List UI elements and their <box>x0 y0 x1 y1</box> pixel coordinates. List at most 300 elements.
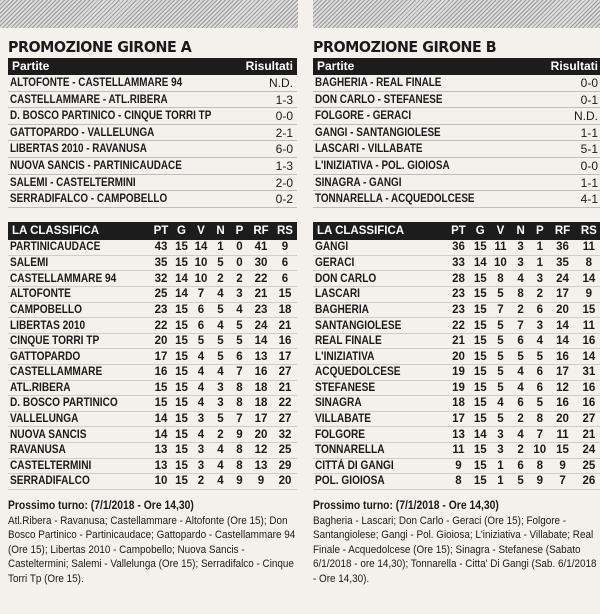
match-row <box>313 125 600 142</box>
match-row <box>313 141 600 158</box>
stat-cell: 11 <box>576 318 600 334</box>
standings-row <box>8 255 297 271</box>
match-teams: DON CARLO - STEFANESE <box>315 93 443 106</box>
stat-cell: 15 <box>172 458 191 474</box>
next-round-title: Prossimo turno: (7/1/2018 - Ore 14,30) <box>313 499 499 512</box>
stat-cell: 15 <box>471 458 490 474</box>
standings-row <box>8 349 297 365</box>
match-teams: TONNARELLA - ACQUEDOLCESE <box>315 193 475 206</box>
standings-table <box>8 222 297 490</box>
match-teams: D. BOSCO PARTINICO - CINQUE TORRI TP <box>10 110 212 123</box>
stat-cell: 20 <box>549 411 575 427</box>
stat-cell: 9 <box>230 427 249 443</box>
stat-cell: 13 <box>446 427 470 443</box>
stat-cell: 4 <box>511 365 530 381</box>
match-teams: LIBERTAS 2010 - RAVANUSA <box>10 143 147 156</box>
match-row <box>8 125 297 142</box>
team-name: STEFANESE <box>315 381 376 394</box>
match-result: N.D. <box>574 109 598 124</box>
team-name: FOLGORE <box>315 428 366 441</box>
stat-cell: 19 <box>446 380 470 396</box>
stat-cell: 15 <box>172 427 191 443</box>
stat-cell: 23 <box>446 287 470 303</box>
stat-cell: 22 <box>446 318 470 334</box>
stat-cell: 27 <box>273 365 297 381</box>
team-name: CAMPOBELLO <box>10 303 82 316</box>
stat-cell: 14 <box>191 240 211 256</box>
team-name: REAL FINALE <box>315 335 382 348</box>
matches-header-right: Risultati <box>245 59 293 73</box>
stat-cell: 8 <box>530 411 549 427</box>
team-name-cell <box>8 474 150 490</box>
stat-cell: 10 <box>191 271 211 287</box>
stat-cell: 14 <box>471 427 490 443</box>
stat-cell: 16 <box>549 396 575 412</box>
standings-title: LA CLASSIFICA <box>8 222 150 240</box>
standings-row <box>313 255 600 271</box>
stat-cell: 35 <box>150 255 172 271</box>
stat-cell: 15 <box>172 411 191 427</box>
stat-cell: 15 <box>471 271 490 287</box>
standings-row <box>313 333 600 349</box>
stat-cell: 3 <box>530 318 549 334</box>
stat-cell: 15 <box>150 380 172 396</box>
stat-cell: 5 <box>211 255 230 271</box>
match-row <box>8 175 297 192</box>
stat-cell: 14 <box>249 333 273 349</box>
stat-cell: 15 <box>471 240 490 256</box>
stat-cell: 8 <box>576 255 600 271</box>
match-teams: BAGHERIA - REAL FINALE <box>315 77 442 89</box>
team-name: GATTOPARDO <box>10 350 81 363</box>
stat-cell: 16 <box>576 396 600 412</box>
standings-col-header: PT <box>446 222 470 240</box>
stat-cell: 4 <box>211 318 230 334</box>
girone-b-column <box>313 36 600 586</box>
standings-title: LA CLASSIFICA <box>313 222 446 240</box>
stat-cell: 15 <box>172 396 191 412</box>
team-name-cell <box>8 365 150 381</box>
stat-cell: 11 <box>576 240 600 256</box>
stat-cell: 27 <box>576 411 600 427</box>
standings-row <box>313 411 600 427</box>
standings-col-header: RF <box>249 222 273 240</box>
stat-cell: 7 <box>530 427 549 443</box>
stat-cell: 35 <box>549 255 575 271</box>
match-teams: NUOVA SANCIS - PARTINICAUDACE <box>10 159 182 172</box>
stat-cell: 17 <box>446 411 470 427</box>
team-name: VALLELUNGA <box>10 413 79 426</box>
stat-cell: 8 <box>446 474 470 490</box>
team-name: ALTOFONTE <box>10 288 71 301</box>
stat-cell: 17 <box>273 349 297 365</box>
team-name: D. BOSCO PARTINICO <box>10 397 118 410</box>
stat-cell: 1 <box>490 458 511 474</box>
team-name-cell <box>313 302 446 318</box>
match-row <box>313 108 600 125</box>
team-name-cell <box>313 474 446 490</box>
stat-cell: 18 <box>446 396 470 412</box>
stat-cell: 32 <box>273 427 297 443</box>
stat-cell: 14 <box>150 411 172 427</box>
stat-cell: 5 <box>211 411 230 427</box>
team-name: VILLABATE <box>315 413 372 426</box>
match-teams: SERRADIFALCO - CAMPOBELLO <box>10 193 168 206</box>
team-name-cell <box>313 442 446 458</box>
stat-cell: 4 <box>191 396 211 412</box>
team-name-cell <box>8 427 150 443</box>
match-result: 0-0 <box>580 76 598 90</box>
team-name: NUOVA SANCIS <box>10 428 87 441</box>
stat-cell: 9 <box>576 287 600 303</box>
stat-cell: 36 <box>549 240 575 256</box>
standings-row <box>313 474 600 490</box>
team-name: LIBERTAS 2010 <box>10 319 86 332</box>
stat-cell: 24 <box>576 442 600 458</box>
match-result: 4-1 <box>580 192 598 207</box>
stat-cell: 14 <box>549 333 575 349</box>
team-name-cell <box>8 458 150 474</box>
stat-cell: 15 <box>471 318 490 334</box>
stat-cell: 16 <box>273 333 297 349</box>
match-teams: LASCARI - VILLABATE <box>315 143 423 156</box>
stat-cell: 6 <box>530 365 549 381</box>
team-name-cell <box>8 318 150 334</box>
stat-cell: 6 <box>273 255 297 271</box>
standings-row <box>8 396 297 412</box>
stat-cell: 21 <box>576 427 600 443</box>
stat-cell: 15 <box>172 380 191 396</box>
stat-cell: 5 <box>191 333 211 349</box>
team-name: CASTELLAMMARE 94 <box>10 272 117 285</box>
stat-cell: 13 <box>150 458 172 474</box>
stat-cell: 10 <box>191 255 211 271</box>
stat-cell: 43 <box>150 240 172 256</box>
standings-row <box>313 380 600 396</box>
stat-cell: 14 <box>172 271 191 287</box>
stat-cell: 5 <box>530 396 549 412</box>
stat-cell: 2 <box>191 474 211 490</box>
match-row <box>8 141 297 158</box>
match-teams: L'INIZIATIVA - POL. GIOIOSA <box>315 159 450 172</box>
standings-row <box>8 411 297 427</box>
match-row <box>313 75 600 92</box>
match-row <box>313 92 600 109</box>
team-name-cell <box>313 396 446 412</box>
standings-row <box>313 271 600 287</box>
standings-col-header: G <box>172 222 191 240</box>
team-name: GANGI <box>315 241 349 254</box>
stat-cell: 2 <box>211 427 230 443</box>
team-name-cell <box>8 396 150 412</box>
stat-cell: 15 <box>471 474 490 490</box>
team-name-cell <box>8 380 150 396</box>
stat-cell: 16 <box>576 333 600 349</box>
stat-cell: 9 <box>549 458 575 474</box>
stat-cell: 15 <box>471 442 490 458</box>
stat-cell: 17 <box>549 365 575 381</box>
standings-col-header: N <box>511 222 530 240</box>
stat-cell: 12 <box>249 442 273 458</box>
stat-cell: 15 <box>471 396 490 412</box>
stat-cell: 5 <box>490 380 511 396</box>
stat-cell: 11 <box>490 240 511 256</box>
stat-cell: 5 <box>230 318 249 334</box>
stat-cell: 5 <box>211 333 230 349</box>
stat-cell: 17 <box>150 349 172 365</box>
stat-cell: 8 <box>230 380 249 396</box>
team-name-cell <box>313 271 446 287</box>
standings-row <box>8 458 297 474</box>
stat-cell: 5 <box>490 349 511 365</box>
stat-cell: 25 <box>576 458 600 474</box>
stat-cell: 2 <box>211 271 230 287</box>
stat-cell: 15 <box>172 255 191 271</box>
stat-cell: 3 <box>191 411 211 427</box>
match-teams: SALEMI - CASTELTERMINI <box>10 176 136 189</box>
standings-row <box>313 427 600 443</box>
stat-cell: 4 <box>191 427 211 443</box>
team-name-cell <box>313 411 446 427</box>
team-name-cell <box>8 255 150 271</box>
stat-cell: 9 <box>273 240 297 256</box>
stat-cell: 8 <box>230 442 249 458</box>
match-result: 0-2 <box>275 192 293 207</box>
stat-cell: 25 <box>273 442 297 458</box>
stat-cell: 28 <box>446 271 470 287</box>
stat-cell: 22 <box>150 318 172 334</box>
stat-cell: 10 <box>490 255 511 271</box>
stat-cell: 23 <box>249 302 273 318</box>
stat-cell: 21 <box>273 318 297 334</box>
team-name-cell <box>313 458 446 474</box>
stat-cell: 8 <box>511 287 530 303</box>
stat-cell: 7 <box>549 474 575 490</box>
stat-cell: 16 <box>576 380 600 396</box>
standings-col-header: P <box>230 222 249 240</box>
match-teams: SINAGRA - GANGI <box>315 176 402 189</box>
stat-cell: 15 <box>471 287 490 303</box>
stat-cell: 24 <box>249 318 273 334</box>
stat-cell: 5 <box>490 365 511 381</box>
stat-cell: 17 <box>249 411 273 427</box>
team-name-cell <box>313 349 446 365</box>
matches-header-left: Partite <box>12 59 50 73</box>
matches-header-right: Risultati <box>550 59 598 73</box>
team-name: PARTINICAUDACE <box>10 241 101 254</box>
stat-cell: 4 <box>230 302 249 318</box>
stat-cell: 15 <box>471 380 490 396</box>
team-name-cell <box>8 442 150 458</box>
stat-cell: 6 <box>511 396 530 412</box>
stat-cell: 15 <box>172 349 191 365</box>
stat-cell: 27 <box>273 411 297 427</box>
stat-cell: 20 <box>549 302 575 318</box>
stat-cell: 3 <box>211 380 230 396</box>
stat-cell: 1 <box>530 255 549 271</box>
stat-cell: 26 <box>576 474 600 490</box>
match-result: N.D. <box>269 76 293 90</box>
stat-cell: 6 <box>230 349 249 365</box>
team-name-cell <box>8 287 150 303</box>
team-name: CITTÀ DI GANGI <box>315 459 394 472</box>
stat-cell: 1 <box>530 240 549 256</box>
standings-col-header: V <box>191 222 211 240</box>
stat-cell: 5 <box>211 349 230 365</box>
stat-cell: 2 <box>511 442 530 458</box>
match-row <box>313 175 600 192</box>
match-result: 0-0 <box>275 109 293 124</box>
standings-row <box>8 271 297 287</box>
stat-cell: 16 <box>150 365 172 381</box>
standings-row <box>313 240 600 256</box>
stat-cell: 20 <box>446 349 470 365</box>
stat-cell: 3 <box>191 458 211 474</box>
match-teams: ALTOFONTE - CASTELLAMMARE 94 <box>10 77 183 89</box>
stat-cell: 7 <box>230 411 249 427</box>
team-name: SANTANGIOLESE <box>315 319 402 332</box>
stat-cell: 14 <box>172 287 191 303</box>
team-name-cell <box>313 318 446 334</box>
stat-cell: 23 <box>446 302 470 318</box>
match-result: 1-3 <box>275 92 293 107</box>
standings-col-header: V <box>490 222 511 240</box>
stat-cell: 3 <box>511 240 530 256</box>
match-row <box>313 191 600 208</box>
team-name-cell <box>313 380 446 396</box>
stat-cell: 5 <box>490 318 511 334</box>
stat-cell: 7 <box>230 365 249 381</box>
stat-cell: 11 <box>446 442 470 458</box>
match-teams: GANGI - SANTANGIOLESE <box>315 126 441 139</box>
team-name: LASCARI <box>315 288 360 301</box>
stat-cell: 15 <box>549 442 575 458</box>
match-teams: CASTELLAMMARE - ATL.RIBERA <box>10 93 168 106</box>
stat-cell: 18 <box>249 396 273 412</box>
stat-cell: 6 <box>530 380 549 396</box>
standings-col-header: RS <box>576 222 600 240</box>
standings-col-header: RS <box>273 222 297 240</box>
match-result: 2-0 <box>275 175 293 190</box>
team-name: SALEMI <box>10 257 49 270</box>
stat-cell: 31 <box>576 365 600 381</box>
stat-cell: 9 <box>249 474 273 490</box>
match-result: 1-1 <box>580 175 598 190</box>
stat-cell: 29 <box>273 458 297 474</box>
standings-row <box>313 442 600 458</box>
stat-cell: 15 <box>172 365 191 381</box>
stat-cell: 13 <box>249 349 273 365</box>
stat-cell: 3 <box>230 287 249 303</box>
stat-cell: 19 <box>446 365 470 381</box>
stat-cell: 17 <box>549 287 575 303</box>
stat-cell: 1 <box>211 240 230 256</box>
match-row <box>8 92 297 109</box>
stat-cell: 16 <box>549 349 575 365</box>
stat-cell: 21 <box>249 287 273 303</box>
stat-cell: 5 <box>490 411 511 427</box>
stat-cell: 5 <box>511 474 530 490</box>
girone-a-column <box>8 36 297 586</box>
stat-cell: 2 <box>530 287 549 303</box>
team-name-cell <box>8 333 150 349</box>
stat-cell: 15 <box>172 318 191 334</box>
match-result: 5-1 <box>580 142 598 157</box>
standings-row <box>8 302 297 318</box>
team-name: L'INIZIATIVA <box>315 350 375 363</box>
standings-table <box>313 222 600 490</box>
stat-cell: 14 <box>576 349 600 365</box>
match-row <box>8 191 297 208</box>
stat-cell: 5 <box>490 333 511 349</box>
match-row <box>313 158 600 175</box>
team-name-cell <box>8 271 150 287</box>
stat-cell: 3 <box>511 255 530 271</box>
stat-cell: 21 <box>446 333 470 349</box>
standings-row <box>8 240 297 256</box>
stat-cell: 5 <box>511 349 530 365</box>
stat-cell: 6 <box>511 458 530 474</box>
stat-cell: 5 <box>530 349 549 365</box>
next-round-text: Atl.Ribera - Ravanusa; Castellammare - Altofonte (Ore 15); Don Bosco Partinico - Partinicaudace; Gattopardo - Castellammare 94 (Ore 15); Libertas 2010 - Campobello; Nuova Sancis - Casteltermini; Salemi - Vallelunga (Ore 15); Serradifalco - Cinque Torri Tp (Ore 15). <box>8 514 296 585</box>
standings-row <box>313 365 600 381</box>
stat-cell: 25 <box>150 287 172 303</box>
stat-cell: 22 <box>273 396 297 412</box>
stat-cell: 13 <box>249 458 273 474</box>
team-name: TONNARELLA <box>315 444 385 457</box>
matches-header <box>8 58 297 75</box>
standings-col-header: RF <box>549 222 575 240</box>
stat-cell: 15 <box>172 333 191 349</box>
stat-cell: 4 <box>191 365 211 381</box>
standings-row <box>8 474 297 490</box>
stat-cell: 3 <box>211 396 230 412</box>
match-row <box>8 108 297 125</box>
stat-cell: 4 <box>211 474 230 490</box>
stat-cell: 32 <box>150 271 172 287</box>
standings-row <box>8 427 297 443</box>
standings-row <box>313 349 600 365</box>
stat-cell: 15 <box>471 333 490 349</box>
team-name: SERRADIFALCO <box>10 475 90 488</box>
team-name-cell <box>313 255 446 271</box>
stat-cell: 7 <box>191 287 211 303</box>
next-round-text: Bagheria - Lascari; Don Carlo - Geraci (Ore 15); Folgore - Santangiolese; Gangi - Pol. Gioiosa; L'iniziativa - Villabate; Real Finale - Acquedolcese (Ore 15); Sinagra - Stefanese (Sabato 6/1/2018 - ore 14,30); Tonnarella - Citta' Di Gangi (Sab. 6/1/2018 - Ore 14,30). <box>313 514 597 585</box>
stat-cell: 12 <box>549 380 575 396</box>
team-name-cell <box>8 349 150 365</box>
stat-cell: 4 <box>490 396 511 412</box>
stat-cell: 15 <box>471 349 490 365</box>
stat-cell: 4 <box>511 427 530 443</box>
stat-cell: 15 <box>172 474 191 490</box>
standings-col-header: N <box>211 222 230 240</box>
header-hatch-right <box>313 0 600 28</box>
section-title: PROMOZIONE GIRONE B <box>313 38 497 56</box>
stat-cell: 41 <box>249 240 273 256</box>
stat-cell: 0 <box>230 240 249 256</box>
standings-col-header: P <box>530 222 549 240</box>
team-name-cell <box>313 427 446 443</box>
stat-cell: 4 <box>511 380 530 396</box>
team-name-cell <box>313 287 446 303</box>
standings-col-header: G <box>471 222 490 240</box>
stat-cell: 16 <box>249 365 273 381</box>
matches-header-left: Partite <box>317 59 355 73</box>
stat-cell: 3 <box>490 427 511 443</box>
team-name-cell <box>8 302 150 318</box>
stat-cell: 14 <box>471 255 490 271</box>
stat-cell: 1 <box>490 474 511 490</box>
